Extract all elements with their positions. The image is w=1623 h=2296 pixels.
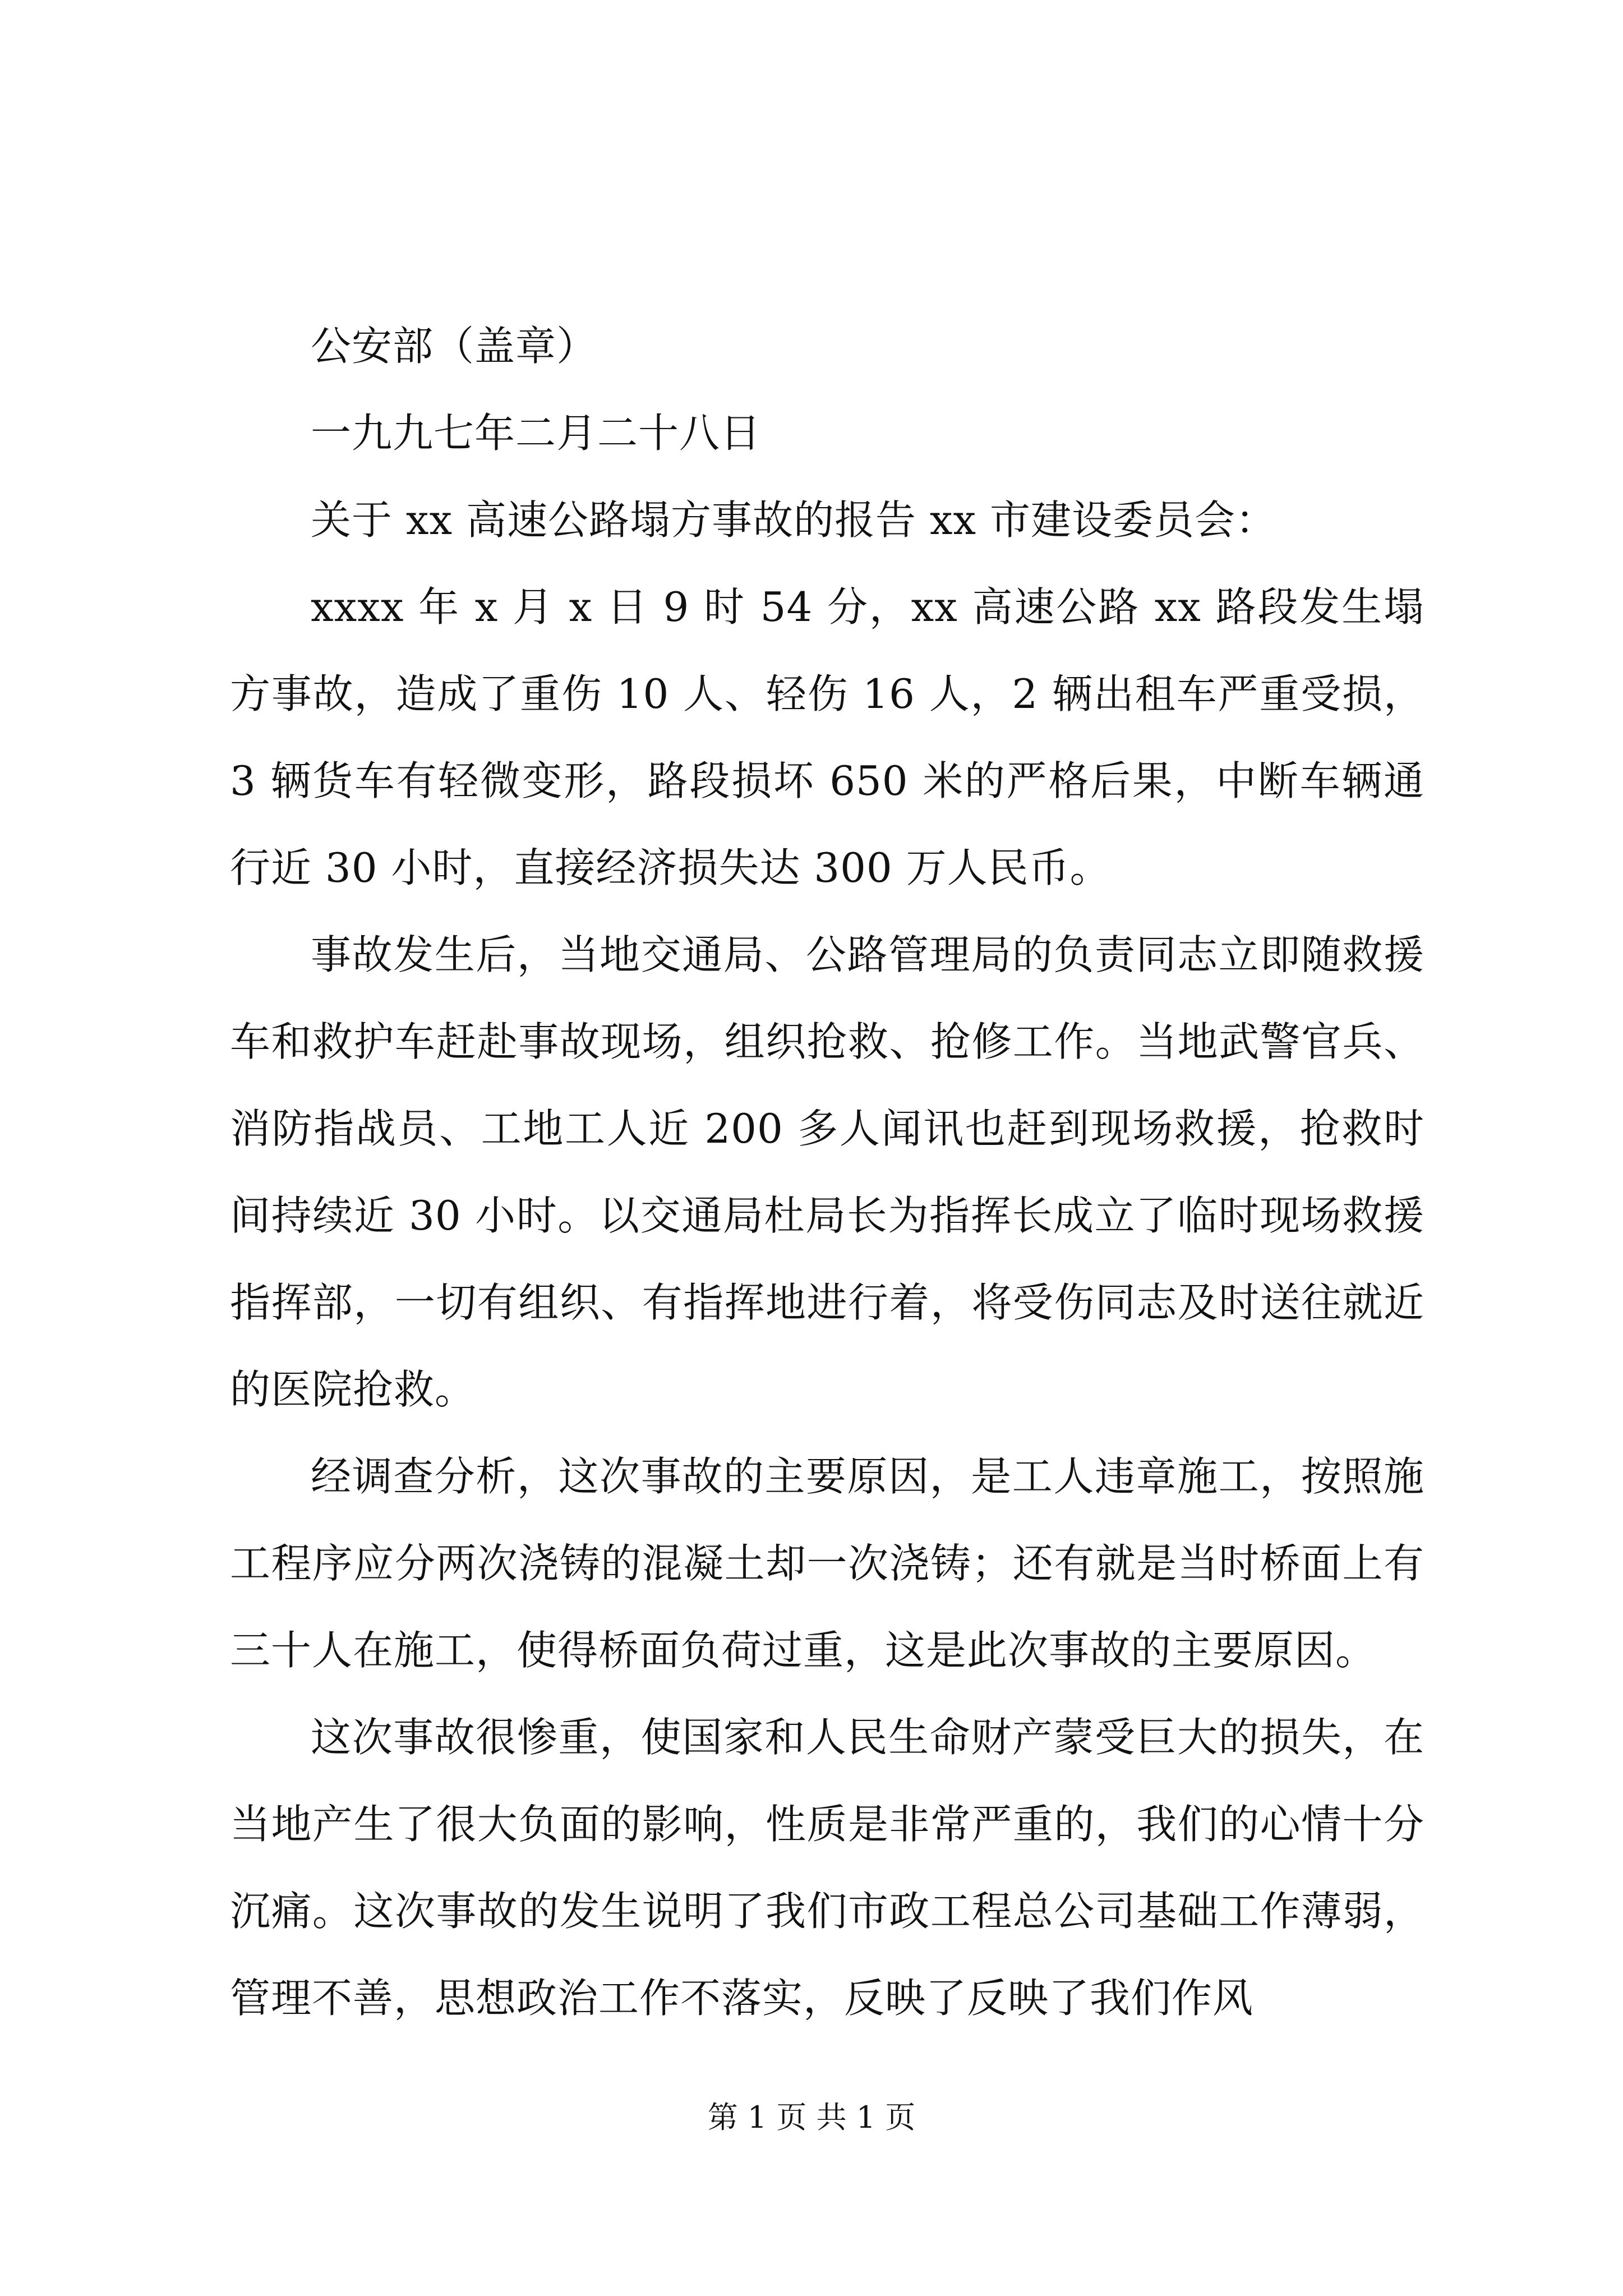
paragraph-cause-analysis: 经调查分析，这次事故的主要原因，是工人违章施工，按照施工程序应分两次浇铸的混凝土却一次浇铸；还有就是当时桥面上有三十人在施工，使得桥面负荷过重，这是此次事故的主要原因。 xyxy=(230,1453,1424,1674)
paragraph-incident-summary: xxxx 年 x 月 x 日 9 时 54 分，xx 高速公路 xx 路段发生塌方事故，造成了重伤 10 人、轻伤 16 人，2 辆出租车严重受损，3 辆货车有轻微变形，路段损坏 650 米的严格后果，中断车辆通行近 30 小时，直接经济损失达 300 万人民币。 xyxy=(230,583,1424,891)
signature-date: 一九九七年二月二十八日 xyxy=(311,409,762,457)
report-heading: 关于 xx 高速公路塌方事故的报告 xx 市建设委员会： xyxy=(311,496,1276,544)
paragraph-impact-reflection: 这次事故很惨重，使国家和人民生命财产蒙受巨大的损失，在当地产生了很大负面的影响，性质是非常严重的，我们的心情十分沉痛。这次事故的发生说明了我们市政工程总公司基础工作薄弱，管理不善，思想政治工作不落实，反映了反映了我们作风 xyxy=(230,1714,1424,2022)
document-body xyxy=(230,303,1424,2042)
signature-organization: 公安部（盖章） xyxy=(311,323,598,370)
page-footer: 第 1 页 共 1 页 xyxy=(707,2100,916,2135)
paragraph-rescue-response: 事故发生后，当地交通局、公路管理局的负责同志立即随救援车和救护车赶赴事故现场，组织抢救、抢修工作。当地武警官兵、消防指战员、工地工人近 200 多人闻讯也赶到现场救援，抢救时间持续近 30 小时。以交通局杜局长为指挥长成立了临时现场救援指挥部，一切有组织、有指挥地进行着，将受伤同志及时送往就近的医院抢救。 xyxy=(230,931,1424,1413)
